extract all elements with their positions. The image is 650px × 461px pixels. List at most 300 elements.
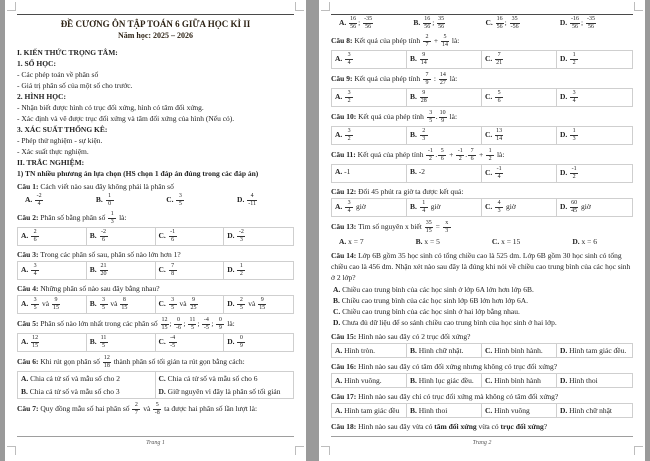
fraction-numerator: 4 [247,193,257,201]
fraction-denominator: 3 [445,228,449,234]
fraction-numerator: 7 [468,148,476,156]
question: Câu 6: Khi rút gọn phân số $\frac{12}{18}$ thành phân số tối giản ta rút gọn bằng cách: [17,355,245,369]
fraction-denominator: 4 [497,174,501,180]
option-key: D. [560,202,570,212]
option [25,193,44,208]
options-row [331,126,633,145]
option-key: D. [560,346,570,355]
fraction [468,148,476,163]
option: A. Chiều cao trung bình của các học sinh ở lớp 6A lớn hơn lớp 6B. [333,285,534,294]
option [482,89,557,106]
fraction-denominator: 7 [425,42,429,48]
option-key: B. [413,18,423,28]
fraction-numerator: 7 [169,263,177,271]
paragraph: - Giá trị phân số của một số cho trước. [17,81,133,90]
fraction [420,200,428,215]
options-row [17,193,294,208]
fraction-denominator: 25 [190,305,197,311]
fraction [570,166,578,181]
fraction-denominator: 5 [33,305,37,311]
fraction [108,211,116,226]
option-key: A. [21,337,31,347]
fraction-numerator: 5 [153,402,161,410]
option: A. $\frac{3}{4}$ giờ [332,199,407,216]
fraction-denominator: -11 [248,201,256,207]
fraction [349,16,357,31]
option: C. Hình bình hành [482,374,557,387]
option-key: A. [21,231,31,241]
option [557,165,632,182]
option-key: A. [21,299,31,309]
fraction [420,128,428,143]
option: B. $\frac{16}{56}$ ; $\frac{35}{56}$ [413,16,445,30]
option: C. Chiều cao trung bình của các học sinh ở hai lớp bằng nhau. [333,307,520,316]
fraction [31,263,39,278]
document-subtitle: Năm học: 2025 – 2026 [117,31,194,40]
fraction-denominator: 15 [259,305,266,311]
fraction-denominator: 3 [572,136,576,142]
question-label: Câu 17: [331,392,359,401]
fraction-numerator: 9 [52,297,60,305]
option [557,89,632,106]
fraction [345,90,353,105]
fraction-numerator: 11 [100,335,107,341]
options-row [17,295,294,314]
fraction [486,148,494,163]
fraction [103,355,111,370]
fraction [247,193,257,208]
fraction [100,229,108,244]
fraction-numerator: 3 [100,297,108,305]
question-label: Câu 3: [17,250,41,259]
options-row [17,261,294,280]
fraction-numerator: 35 [425,220,432,226]
options-row [17,227,294,246]
option: B. x = 5 [415,237,440,246]
fraction-denominator: 56 [350,24,357,30]
option [332,89,407,106]
option-key: C. [485,54,495,64]
option: D. Chưa đủ dữ liệu để so sánh chiều cao trung bình của học sinh ở hai lớp. [333,318,557,327]
fraction-numerator: 4 [495,200,503,208]
fraction [153,402,161,417]
option-key: D. [333,318,343,327]
fraction-numerator: 1 [570,128,578,136]
option [166,193,185,208]
fraction-denominator: 14 [420,60,427,66]
option: C. $\frac{16}{56}$ ; $\frac{35}{-56}$ [485,16,519,30]
fraction-numerator: 16 [496,16,503,22]
section-heading: 2. HÌNH HỌC: [17,92,66,101]
option: A. Chia cả tử số và mẫu số cho 2 [18,372,156,385]
option-key: C. [158,299,168,309]
option-key: A. [333,285,343,294]
option-key: B. [89,231,99,241]
fraction-numerator: -2 [36,193,42,199]
question-label: Câu 11: [331,150,358,160]
fraction-numerator: 2 [420,128,428,136]
paragraph: - Xác suất thực nghiệm. [17,147,89,156]
fraction [106,193,114,208]
fraction [496,16,504,31]
question-label: Câu 10: [331,112,359,122]
option-key: B. [89,265,99,275]
fraction [176,193,184,208]
question: Câu 14: Lớp 6B gồm 35 học sinh có tổng chiều cao là 525 dm. Lớp 6B gồm 30 học sinh có tổng chiều cao là 456 dm. Nhận xét nào sau đây là đúng khi nói về chiều cao trung bình của các học sinh ở 2 lớp? [331,251,631,282]
fraction-numerator: 2 [132,402,140,410]
options-row [331,343,633,358]
option-key: B. [415,237,425,246]
option-key: A. [335,92,345,102]
fraction [120,297,128,312]
fraction-numerator: 7 [423,72,431,80]
option-key: A. [339,18,349,28]
option [87,228,156,245]
option [407,51,482,68]
option-key: A. [21,265,31,275]
option [224,228,293,245]
options-row [331,164,633,183]
option-key: A. [335,130,345,140]
option-key: B. [333,296,342,305]
fraction-denominator: 15 [161,325,168,331]
option: A. -1 [332,165,407,182]
option-key: B. [21,387,30,396]
fraction-numerator: -16 [571,16,580,22]
fraction [169,335,177,350]
option: B. Chia cả tử số và mẫu số cho 3 [18,385,156,398]
option [18,228,87,245]
fraction [188,317,196,332]
option [156,262,225,279]
option-key: D. [560,376,570,385]
option-key: C. [158,231,168,241]
fraction-denominator: 5 [239,305,243,311]
fraction [237,297,245,312]
option-key: A. [335,346,345,355]
fraction [237,229,245,244]
fraction [495,52,503,67]
fraction [31,229,39,244]
fraction-denominator: 15 [53,305,60,311]
option [557,51,632,68]
crop-mark-icon [7,2,16,11]
option-key: A. [335,406,345,415]
option-key: D. [237,195,247,205]
fraction-denominator: 2 [572,60,576,66]
fraction [586,16,596,31]
fraction [190,297,198,312]
option [156,334,225,351]
option: D. $\frac{-16}{56}$ ; $\frac{-35}{56}$ [559,16,595,30]
option [224,334,293,351]
fraction [258,297,266,312]
option: A. $\frac{16}{56}$ ; $\frac{-35}{56}$ [339,16,373,30]
fraction-numerator: 3 [345,128,353,136]
fraction [345,200,353,215]
option-key: A. [335,202,345,212]
fraction [423,16,431,31]
fraction-denominator: 2 [458,156,462,162]
options-row [331,198,633,217]
question: Câu 1: Cách viết nào sau đây không phải là phân số [17,182,174,191]
fraction [216,317,224,332]
fraction-numerator: 3 [345,52,353,60]
option: D. Hình chữ nhật [560,406,612,415]
question-label: Câu 16: [331,362,359,371]
paragraph: - Các phép toán về phân số [17,70,99,79]
fraction [495,90,503,105]
page-2 [319,0,645,461]
option: A. Hình vuông. [332,374,407,387]
question: Câu 2: Phân số bằng phân số $\frac{1}{3}$ là: [17,211,127,225]
fraction-denominator: 2 [488,156,492,162]
fraction-numerator: 3 [427,110,435,118]
question-label: Câu 18: [331,422,359,431]
option: D. $\frac{2}{5}$ và $\frac{9}{15}$ [227,297,266,311]
section-heading: II. TRẮC NGHIỆM: [17,158,85,167]
fraction-denominator: 5 [171,305,175,311]
option-key: B. [410,167,419,176]
options-row [331,88,633,107]
page-2-footer [331,436,633,449]
option: B. Hình chữ nhật. [407,344,482,357]
option-key: C. [485,130,495,140]
option-key: A. [21,374,31,383]
fraction-numerator: 21 [100,263,107,269]
fraction-denominator: 6 [440,156,444,162]
crop-mark-icon [7,446,16,455]
fraction-denominator: -8 [154,410,160,416]
option: C. Hình bình hành. [482,344,557,357]
option-key: B. [410,54,419,64]
fraction-numerator: 11 [189,317,196,323]
fraction-numerator: 0 [237,335,245,343]
fraction [570,90,578,105]
fraction [132,402,140,417]
fraction [456,148,464,163]
fraction-numerator: -1 [427,148,433,154]
options-row [17,333,294,352]
fraction [495,166,503,181]
options-row [331,236,633,247]
fraction-numerator: -2 [238,229,244,235]
option-key: D. [227,337,237,347]
options-row [331,16,633,31]
fraction [174,317,182,332]
crop-mark-icon [295,2,304,11]
fraction-numerator: 60 [571,200,578,206]
fraction [423,72,431,87]
crop-mark-icon [634,2,643,11]
fraction [426,148,434,163]
page-2-blocks [331,16,633,432]
option: D. Hình thoi [560,376,598,385]
fraction-denominator: 9 [425,80,429,86]
question-label: Câu 6: [17,357,41,367]
fraction-denominator: 45 [571,208,578,214]
fraction [31,335,39,350]
fraction-denominator: 14 [442,42,449,48]
crop-mark-icon [321,2,330,11]
fraction-denominator: 27 [439,80,446,86]
fraction-denominator: 3 [422,136,426,142]
fraction [570,52,578,67]
option: B. $\frac{3}{5}$ và $\frac{8}{15}$ [87,296,156,313]
option-key: C. [491,237,502,246]
fraction [441,34,449,49]
fraction-numerator: 2 [237,297,245,305]
question: Câu 13: Tìm số nguyên x biết $\frac{35}{15}$ = $\frac{x}{3}$ [331,220,633,235]
question-label: Câu 4: [17,284,41,293]
fraction-numerator: -4 [170,335,176,341]
fraction-numerator: 3 [345,200,353,208]
option-key: A. [339,237,349,246]
option-key: D. [560,54,570,64]
option [557,127,632,144]
fraction-numerator: 16 [350,16,357,22]
section-heading: 1. SỐ HỌC: [17,59,56,68]
question-label: Câu 13: [331,222,359,232]
fraction [345,52,353,67]
fraction-numerator: 3 [176,193,184,201]
option-key: B. [410,130,419,140]
page-number-label: Trang 1 [146,440,165,446]
option-key: C. [485,376,495,385]
fraction-denominator: 4 [347,208,351,214]
option: D. Hình tam giác đều. [560,346,627,355]
fraction-denominator: 15 [425,228,432,234]
fraction-denominator: 7 [134,410,138,416]
fraction-denominator: 14 [496,136,503,142]
fraction-denominator: 28 [420,98,427,104]
fraction [570,200,578,215]
option-key: D. [560,130,570,140]
fraction-numerator: 3 [31,297,39,305]
fraction-denominator: 2 [428,156,432,162]
fraction-numerator: x [443,220,451,228]
fraction [437,16,445,31]
fraction-denominator: 56 [424,24,431,30]
option-key: C. [485,18,495,28]
fraction-numerator: -1 [496,166,502,172]
option [332,127,407,144]
option [237,193,258,208]
option: B. Hình thoi [407,404,482,417]
option-key: D. [158,387,168,396]
fraction-numerator: 2 [423,34,431,42]
fraction-denominator: 5 [178,201,182,207]
question: Câu 17: Hình nào sau đây chỉ có trục đối xứng mà không có tâm đối xứng? [331,392,559,401]
option-key: C. [166,195,176,205]
fraction-denominator: 3 [110,219,114,225]
option-key: D. [560,406,570,415]
question: Câu 7: Quy đồng mẫu số hai phân số $\frac{2}{7}$ và $\frac{5}{-8}$ ta được hai phân số lần lượt là: [17,402,258,416]
fraction-denominator: -5 [203,325,209,331]
option-key: B. [410,376,419,385]
page-1-footer [17,436,294,449]
fraction [31,297,39,312]
fraction-denominator: 6 [171,237,175,243]
option [482,127,557,144]
page-number-label: Trang 2 [472,440,492,446]
question-label: Câu 8: [331,36,355,46]
fraction [495,200,503,215]
options-row [17,371,294,399]
fraction-numerator: 1 [106,193,114,201]
option-key: D. [559,18,570,28]
fraction [495,128,503,143]
option [482,165,557,182]
fraction-denominator: -56 [510,24,519,30]
question-label: Câu 2: [17,213,41,223]
fraction-numerator: -35 [587,16,595,22]
options-row [331,50,633,69]
fraction-denominator: 3 [239,237,243,243]
question: Câu 4: Những phân số nào sau đây bằng nhau? [17,284,160,293]
fraction-numerator: 12 [32,335,39,341]
option: A. Hình tam giác đều [332,404,407,417]
option-key: C. [485,92,495,102]
fraction-numerator: 9 [258,297,266,305]
options-row [331,403,633,418]
option-key: A. [335,167,345,176]
fraction-denominator: 6 [102,237,106,243]
option-key: D. [560,92,570,102]
option-key: B. [410,202,419,212]
fraction-numerator: 9 [420,90,428,98]
fraction [169,297,177,312]
option: B. -2 [407,165,482,182]
fraction-numerator: 13 [496,128,503,134]
fraction [570,16,580,31]
fraction-numerator: -1 [457,148,463,154]
fraction-denominator: 15 [32,343,39,349]
fraction-numerator: 14 [439,72,446,78]
question: Câu 8: Kết quả của phép tính $\frac{2}{7}$ + $\frac{5}{14}$ là: [331,34,460,48]
fraction [237,263,245,278]
fraction-denominator: 0 [108,201,112,207]
fraction [100,335,108,350]
fraction-denominator: 2 [347,136,351,142]
fraction-numerator: 9 [420,52,428,60]
fraction-denominator: 3 [497,208,501,214]
fraction [420,90,428,105]
paragraph: - Nhận biết được hình có trục đối xứng, hình có tâm đối xứng. [17,103,204,112]
question: Câu 12: Đổi 45 phút ra giờ ta được kết quả: [331,187,464,196]
fraction [425,220,433,235]
page-1-content [5,0,306,434]
fraction-numerator: 12 [103,355,110,361]
fraction-numerator: 10 [439,110,446,116]
fraction-numerator: 3 [570,90,578,98]
fraction-numerator: 1 [570,52,578,60]
fraction-denominator: 56 [496,24,503,30]
options-row [331,284,633,328]
fraction [427,110,435,125]
crop-mark-icon [321,446,330,455]
fraction-denominator: 4 [347,60,351,66]
fraction-numerator: 0 [216,317,224,325]
option-key: C. [485,202,495,212]
question-label: Câu 7: [17,404,41,414]
option-key: D. [227,231,237,241]
fraction-denominator: -6 [175,325,181,331]
fraction-numerator: 35 [438,16,445,22]
option: C. Hình vuông [482,404,557,417]
option-key: B. [410,406,419,415]
option [87,262,156,279]
